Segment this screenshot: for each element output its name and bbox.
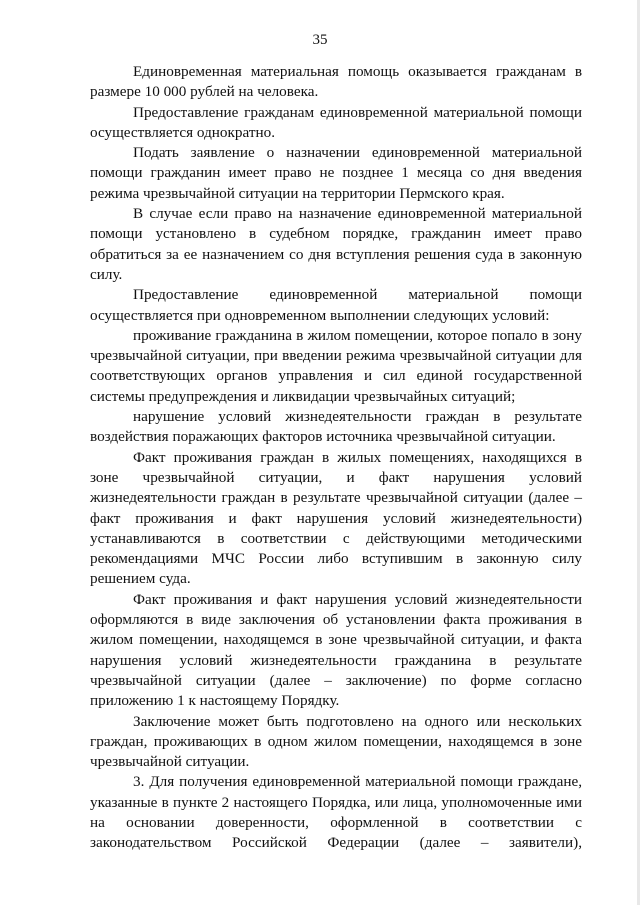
paragraph-conclusion-form: Факт проживания и факт нарушения условий жизнедеятельности оформляются в виде заключения об установлении факта проживания в жилом помещении, находящемся в зоне чрезвычайной ситуации, и факта нарушения условий жизнедеятельности гражданина в результате чрезвычайной ситуации (далее – заключение) по форме согласно приложению 1 к настоящему Порядку. xyxy=(90,590,582,710)
paragraph-condition-disruption: нарушение условий жизнедеятельности граждан в результате воздействия поражающих факторов источника чрезвычайной ситуации. xyxy=(90,408,582,446)
document-body xyxy=(90,62,582,854)
page-number: 35 xyxy=(312,32,328,48)
paragraph-amount: Единовременная материальная помощь оказывается гражданам в размере 10 000 рублей на человека. xyxy=(90,63,582,101)
paragraph-item-3: 3. Для получения единовременной материальной помощи граждане, указанные в пункте 2 настоящего Порядка, или лица, уполномоченные ими на основании доверенности, оформленной в соответствии с законодательством Российской Федерации (далее – заявители), xyxy=(90,773,582,852)
paragraph-conclusion-scope: Заключение может быть подготовлено на одного или нескольких граждан, проживающих в одном жилом помещении, находящемся в зоне чрезвычайной ситуации. xyxy=(90,712,582,771)
paragraph-condition-residence: проживание гражданина в жилом помещении, которое попало в зону чрезвычайной ситуации, при введении режима чрезвычайной ситуации для соответствующих органов управления и сил единой государственной системы предупреждения и ликвидации чрезвычайных ситуаций; xyxy=(90,326,582,405)
paragraph-one-time: Предоставление гражданам единовременной материальной помощи осуществляется однократно. xyxy=(90,103,582,141)
paragraph-conditions-intro: Предоставление единовременной материальной помощи осуществляется при одновременном выполнении следующих условий: xyxy=(90,286,582,324)
paragraph-application-deadline: Подать заявление о назначении единовременной материальной помощи гражданин имеет право не позднее 1 месяца со дня введения режима чрезвычайной ситуации на территории Пермского края. xyxy=(90,144,582,202)
paragraph-court-decision: В случае если право на назначение единовременной материальной помощи установлено в судебном порядке, гражданин имеет право обратиться за ее назначением со дня вступления решения суда в законную силу. xyxy=(90,205,582,283)
paragraph-fact-establishment: Факт проживания граждан в жилых помещениях, находящихся в зоне чрезвычайной ситуации, и факт нарушения условий жизнедеятельности граждан в результате чрезвычайной ситуации (далее – факт проживания и факт нарушения условий жизнедеятельности) устанавливаются в соответствии с действующими методическими рекомендациями МЧС России либо вступившим в законную силу решением суда. xyxy=(90,448,582,588)
